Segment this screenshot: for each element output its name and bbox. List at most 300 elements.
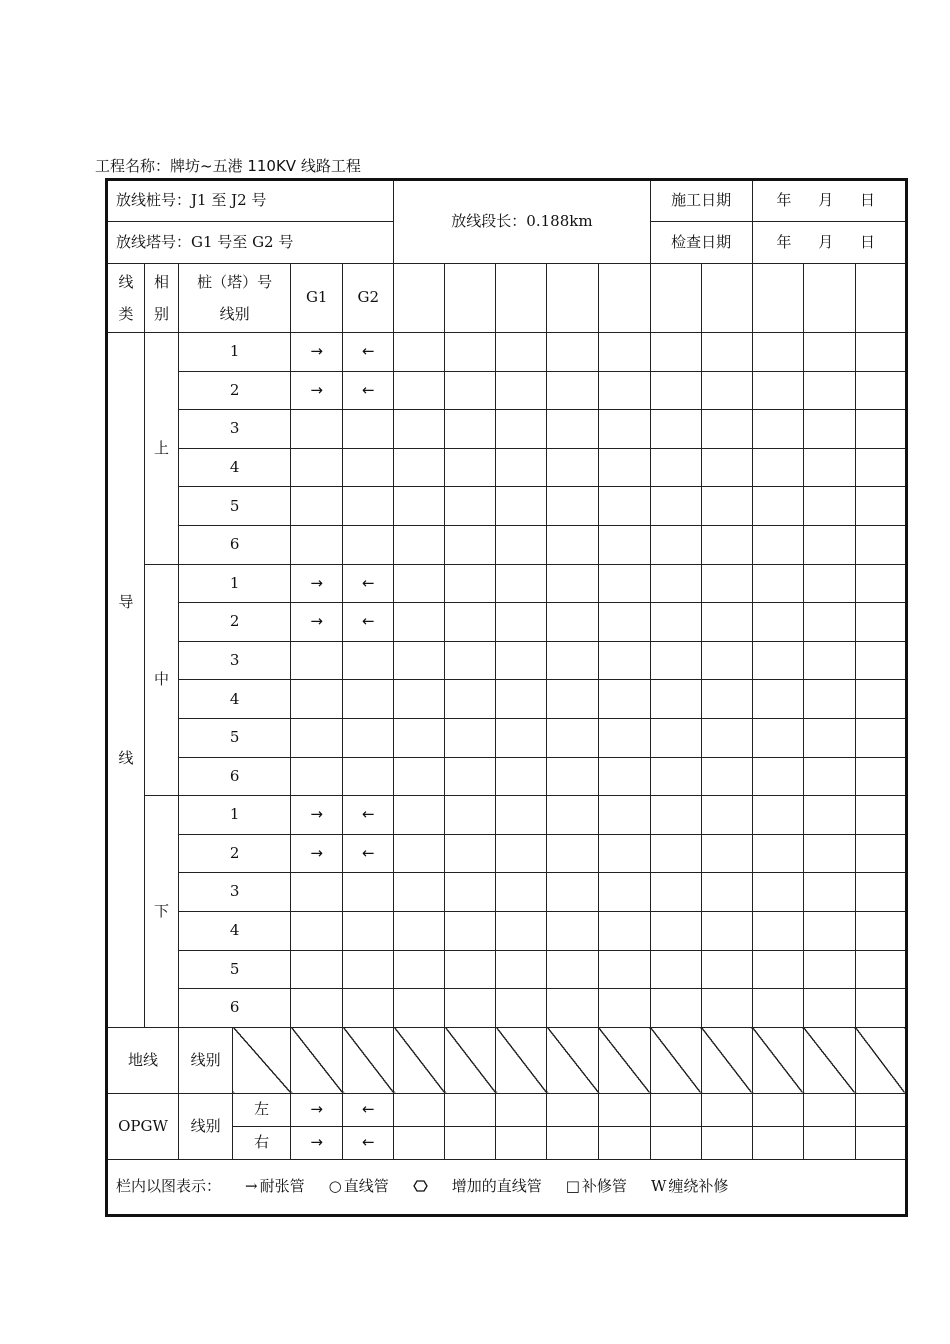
empty-cell[interactable] [803, 757, 855, 796]
empty-cell[interactable] [547, 757, 598, 796]
g1-cell[interactable]: → [291, 834, 343, 873]
empty-header-cell [855, 264, 906, 333]
empty-cell[interactable] [598, 641, 650, 680]
empty-cell[interactable] [803, 1093, 855, 1126]
empty-cell[interactable] [650, 680, 701, 719]
empty-cell[interactable] [547, 525, 598, 564]
wire-number: 6 [179, 525, 291, 564]
empty-cell[interactable] [394, 911, 445, 950]
empty-cell[interactable] [394, 989, 445, 1028]
empty-cell[interactable] [803, 448, 855, 487]
empty-header-cell [394, 264, 445, 333]
empty-cell[interactable] [394, 487, 445, 526]
empty-cell[interactable] [445, 718, 496, 757]
empty-cell[interactable] [752, 641, 803, 680]
empty-cell[interactable] [598, 757, 650, 796]
empty-cell[interactable] [803, 603, 855, 642]
empty-cell[interactable] [752, 911, 803, 950]
empty-cell[interactable] [394, 371, 445, 410]
phase-label: 中 [145, 564, 179, 796]
diagonal-cell [547, 1027, 598, 1093]
empty-cell[interactable] [650, 989, 701, 1028]
empty-cell[interactable] [650, 410, 701, 449]
empty-cell[interactable] [855, 757, 906, 796]
empty-cell[interactable] [496, 564, 547, 603]
empty-header-cell [496, 264, 547, 333]
phase-header: 相 别 [145, 264, 179, 333]
g1-cell[interactable]: → [291, 1126, 343, 1159]
empty-cell[interactable] [445, 911, 496, 950]
empty-cell[interactable] [445, 333, 496, 372]
empty-cell[interactable] [752, 834, 803, 873]
empty-cell[interactable] [803, 410, 855, 449]
construction-date-label: 施工日期 [650, 180, 752, 222]
empty-cell[interactable] [445, 371, 496, 410]
empty-cell[interactable] [803, 641, 855, 680]
empty-cell[interactable] [650, 950, 701, 989]
empty-cell[interactable] [598, 911, 650, 950]
empty-cell[interactable] [394, 410, 445, 449]
diagonal-cell [233, 1027, 291, 1093]
empty-cell[interactable] [803, 989, 855, 1028]
empty-cell[interactable] [445, 487, 496, 526]
empty-cell[interactable] [445, 680, 496, 719]
empty-cell[interactable] [445, 834, 496, 873]
g2-cell[interactable]: ← [343, 834, 394, 873]
empty-cell[interactable] [445, 873, 496, 912]
empty-cell[interactable] [803, 718, 855, 757]
empty-cell[interactable] [752, 680, 803, 719]
project-title: 工程名称：牌坊~五港 110KV 线路工程 [95, 157, 361, 175]
g2-cell[interactable] [343, 641, 394, 680]
empty-cell[interactable] [855, 718, 906, 757]
empty-cell[interactable] [701, 873, 752, 912]
empty-cell[interactable] [496, 873, 547, 912]
empty-header-cell [445, 264, 496, 333]
empty-cell[interactable] [855, 448, 906, 487]
empty-cell[interactable] [598, 834, 650, 873]
empty-cell[interactable] [598, 950, 650, 989]
empty-cell[interactable] [394, 564, 445, 603]
empty-cell[interactable] [803, 680, 855, 719]
empty-cell[interactable] [803, 487, 855, 526]
g1-cell[interactable] [291, 757, 343, 796]
diagonal-cell [701, 1027, 752, 1093]
empty-cell[interactable] [445, 989, 496, 1028]
empty-cell[interactable] [496, 410, 547, 449]
diagonal-cell [291, 1027, 343, 1093]
empty-cell[interactable] [598, 564, 650, 603]
empty-cell[interactable] [803, 873, 855, 912]
empty-cell[interactable] [496, 950, 547, 989]
empty-cell[interactable] [394, 448, 445, 487]
empty-cell[interactable] [547, 603, 598, 642]
empty-cell[interactable] [394, 680, 445, 719]
empty-cell[interactable] [752, 1126, 803, 1159]
g1-cell[interactable] [291, 989, 343, 1028]
tower-g1-header: G1 [291, 264, 343, 333]
empty-cell[interactable] [650, 448, 701, 487]
empty-cell[interactable] [752, 1093, 803, 1126]
empty-cell[interactable] [496, 834, 547, 873]
diagonal-cell [394, 1027, 445, 1093]
ground-wire-label: 地线 [107, 1027, 179, 1093]
empty-cell[interactable] [445, 1126, 496, 1159]
empty-cell[interactable] [496, 718, 547, 757]
wire-number: 6 [179, 989, 291, 1028]
empty-cell[interactable] [650, 911, 701, 950]
empty-cell[interactable] [855, 603, 906, 642]
g1-cell[interactable]: → [291, 371, 343, 410]
empty-cell[interactable] [752, 448, 803, 487]
empty-cell[interactable] [650, 834, 701, 873]
empty-cell[interactable] [752, 873, 803, 912]
legend-text: 补修管 [581, 1177, 627, 1196]
empty-cell[interactable] [752, 989, 803, 1028]
empty-header-cell [752, 264, 803, 333]
empty-cell[interactable] [547, 564, 598, 603]
g1-cell[interactable]: → [291, 1093, 343, 1126]
empty-cell[interactable] [496, 525, 547, 564]
empty-cell[interactable] [496, 911, 547, 950]
empty-cell[interactable] [445, 525, 496, 564]
empty-cell[interactable] [701, 1126, 752, 1159]
empty-cell[interactable] [445, 564, 496, 603]
empty-cell[interactable] [650, 641, 701, 680]
g2-cell[interactable] [343, 680, 394, 719]
line-type-header: 线 类 [107, 264, 145, 333]
empty-cell[interactable] [650, 333, 701, 372]
empty-cell[interactable] [650, 873, 701, 912]
empty-cell[interactable] [803, 834, 855, 873]
empty-cell[interactable] [598, 448, 650, 487]
empty-cell[interactable] [701, 911, 752, 950]
diagonal-cell [803, 1027, 855, 1093]
wire-number: 5 [179, 718, 291, 757]
empty-cell[interactable] [445, 1093, 496, 1126]
empty-cell[interactable] [598, 371, 650, 410]
empty-cell[interactable] [445, 796, 496, 835]
empty-cell[interactable] [598, 1093, 650, 1126]
empty-cell[interactable] [752, 757, 803, 796]
empty-cell[interactable] [445, 448, 496, 487]
g1-cell[interactable] [291, 448, 343, 487]
check-date-value[interactable]: 年 月 日 [752, 222, 906, 264]
empty-cell[interactable] [445, 641, 496, 680]
empty-cell[interactable] [701, 834, 752, 873]
legend-item [245, 1178, 305, 1195]
empty-cell[interactable] [547, 641, 598, 680]
empty-header-cell [701, 264, 752, 333]
empty-cell[interactable] [496, 989, 547, 1028]
empty-cell[interactable] [752, 410, 803, 449]
empty-cell[interactable] [598, 525, 650, 564]
g2-cell[interactable] [343, 448, 394, 487]
empty-cell[interactable] [445, 950, 496, 989]
empty-cell[interactable] [598, 680, 650, 719]
empty-cell[interactable] [394, 333, 445, 372]
g2-cell[interactable] [343, 525, 394, 564]
g1-cell[interactable] [291, 410, 343, 449]
legend-item [329, 1178, 389, 1195]
g2-cell[interactable] [343, 911, 394, 950]
wire-number: 3 [179, 641, 291, 680]
empty-cell[interactable] [855, 873, 906, 912]
diagonal-cell [650, 1027, 701, 1093]
empty-cell[interactable] [855, 564, 906, 603]
g2-cell[interactable] [343, 757, 394, 796]
empty-cell[interactable] [701, 603, 752, 642]
legend-text: 增加的直线管 [451, 1177, 542, 1196]
empty-cell[interactable] [394, 757, 445, 796]
empty-cell[interactable] [547, 410, 598, 449]
empty-cell[interactable] [547, 333, 598, 372]
empty-cell[interactable] [855, 1126, 906, 1159]
tower-number: 放线塔号：G1 号至 G2 号 [107, 222, 394, 264]
wire-number: 1 [179, 333, 291, 372]
empty-cell[interactable] [855, 680, 906, 719]
empty-cell[interactable] [701, 641, 752, 680]
empty-cell[interactable] [803, 333, 855, 372]
g2-cell[interactable] [343, 989, 394, 1028]
empty-cell[interactable] [752, 487, 803, 526]
empty-cell[interactable] [598, 796, 650, 835]
g2-cell[interactable] [343, 950, 394, 989]
empty-cell[interactable] [803, 525, 855, 564]
wire-number: 2 [179, 834, 291, 873]
empty-cell[interactable] [650, 718, 701, 757]
empty-cell[interactable] [701, 1093, 752, 1126]
empty-cell[interactable] [547, 718, 598, 757]
empty-cell[interactable] [445, 757, 496, 796]
wire-number: 4 [179, 448, 291, 487]
diagonal-cell [445, 1027, 496, 1093]
empty-cell[interactable] [701, 410, 752, 449]
empty-cell[interactable] [547, 911, 598, 950]
legend-item [413, 1178, 542, 1195]
empty-cell[interactable] [394, 603, 445, 642]
g1-cell[interactable] [291, 950, 343, 989]
g1-cell[interactable] [291, 718, 343, 757]
empty-cell[interactable] [496, 1093, 547, 1126]
empty-cell[interactable] [496, 448, 547, 487]
g2-cell[interactable]: ← [343, 333, 394, 372]
phase-label: 下 [145, 796, 179, 1028]
empty-cell[interactable] [701, 757, 752, 796]
diagonal-cell [855, 1027, 906, 1093]
g1-cell[interactable]: → [291, 796, 343, 835]
empty-cell[interactable] [701, 950, 752, 989]
empty-cell[interactable] [547, 989, 598, 1028]
empty-cell[interactable] [855, 525, 906, 564]
empty-cell[interactable] [701, 564, 752, 603]
g2-cell[interactable]: ← [343, 603, 394, 642]
empty-cell[interactable] [650, 1126, 701, 1159]
section-length: 放线段长：0.188km [394, 180, 650, 264]
empty-cell[interactable] [394, 950, 445, 989]
diagonal-cell [598, 1027, 650, 1093]
empty-cell[interactable] [752, 603, 803, 642]
empty-cell[interactable] [394, 796, 445, 835]
g2-cell[interactable] [343, 718, 394, 757]
g2-cell[interactable]: ← [343, 1093, 394, 1126]
check-date-label: 检查日期 [650, 222, 752, 264]
empty-cell[interactable] [496, 757, 547, 796]
wire-number: 6 [179, 757, 291, 796]
g2-cell[interactable] [343, 487, 394, 526]
empty-cell[interactable] [701, 680, 752, 719]
g2-cell[interactable]: ← [343, 796, 394, 835]
empty-cell[interactable] [650, 487, 701, 526]
empty-cell[interactable] [496, 371, 547, 410]
empty-cell[interactable] [855, 487, 906, 526]
empty-cell[interactable] [855, 989, 906, 1028]
empty-cell[interactable] [445, 603, 496, 642]
conductor-label: 导 线 [107, 333, 145, 1028]
empty-cell[interactable] [701, 525, 752, 564]
phase-label: 上 [145, 333, 179, 565]
empty-cell[interactable] [598, 1126, 650, 1159]
empty-cell[interactable] [855, 911, 906, 950]
empty-cell[interactable] [394, 1126, 445, 1159]
empty-cell[interactable] [547, 834, 598, 873]
g2-cell[interactable] [343, 410, 394, 449]
empty-cell[interactable] [598, 718, 650, 757]
g1-cell[interactable] [291, 487, 343, 526]
empty-cell[interactable] [547, 950, 598, 989]
empty-cell[interactable] [650, 564, 701, 603]
empty-cell[interactable] [855, 796, 906, 835]
g1-cell[interactable] [291, 641, 343, 680]
wire-number: 2 [179, 371, 291, 410]
g2-cell[interactable]: ← [343, 564, 394, 603]
wire-number: 1 [179, 796, 291, 835]
wire-number: 3 [179, 873, 291, 912]
empty-cell[interactable] [803, 796, 855, 835]
empty-cell[interactable] [496, 796, 547, 835]
empty-cell[interactable] [496, 333, 547, 372]
empty-cell[interactable] [855, 371, 906, 410]
empty-cell[interactable] [547, 448, 598, 487]
empty-cell[interactable] [547, 796, 598, 835]
legend-symbol: → [245, 1177, 258, 1196]
g1-cell[interactable] [291, 525, 343, 564]
empty-cell[interactable] [598, 989, 650, 1028]
empty-cell[interactable] [855, 834, 906, 873]
empty-cell[interactable] [803, 564, 855, 603]
legend [107, 1159, 907, 1215]
empty-header-cell [547, 264, 598, 333]
empty-cell[interactable] [496, 680, 547, 719]
empty-cell[interactable] [803, 371, 855, 410]
empty-cell[interactable] [598, 873, 650, 912]
empty-cell[interactable] [752, 333, 803, 372]
opgw-label: OPGW [107, 1093, 179, 1159]
empty-header-cell [598, 264, 650, 333]
empty-cell[interactable] [496, 641, 547, 680]
empty-cell[interactable] [803, 911, 855, 950]
g1-cell[interactable]: → [291, 564, 343, 603]
empty-cell[interactable] [701, 989, 752, 1028]
empty-cell[interactable] [752, 371, 803, 410]
diagonal-cell [343, 1027, 394, 1093]
empty-cell[interactable] [598, 410, 650, 449]
construction-date-value[interactable]: 年 月 日 [752, 180, 906, 222]
empty-cell[interactable] [445, 410, 496, 449]
empty-cell[interactable] [547, 487, 598, 526]
empty-cell[interactable] [394, 873, 445, 912]
empty-cell[interactable] [394, 834, 445, 873]
tower-line-header: 桩（塔）号 线别 [179, 264, 291, 333]
tower-g2-header: G2 [343, 264, 394, 333]
g2-cell[interactable]: ← [343, 371, 394, 410]
empty-header-cell [803, 264, 855, 333]
empty-cell[interactable] [752, 950, 803, 989]
empty-cell[interactable] [701, 448, 752, 487]
empty-cell[interactable] [752, 718, 803, 757]
empty-cell[interactable] [598, 333, 650, 372]
empty-cell[interactable] [701, 718, 752, 757]
empty-cell[interactable] [547, 371, 598, 410]
legend-symbol: W [650, 1177, 667, 1196]
empty-cell[interactable] [547, 680, 598, 719]
g1-cell[interactable] [291, 911, 343, 950]
g1-cell[interactable] [291, 873, 343, 912]
empty-cell[interactable] [701, 487, 752, 526]
legend-text: 耐张管 [259, 1177, 305, 1196]
g2-cell[interactable]: ← [343, 1126, 394, 1159]
g1-cell[interactable] [291, 680, 343, 719]
empty-cell[interactable] [701, 371, 752, 410]
empty-cell[interactable] [394, 641, 445, 680]
empty-cell[interactable] [752, 564, 803, 603]
empty-cell[interactable] [803, 950, 855, 989]
empty-cell[interactable] [855, 641, 906, 680]
empty-cell[interactable] [650, 603, 701, 642]
empty-cell[interactable] [598, 603, 650, 642]
empty-cell[interactable] [650, 757, 701, 796]
empty-cell[interactable] [855, 1093, 906, 1126]
opgw-side: 右 [233, 1126, 291, 1159]
empty-cell[interactable] [752, 525, 803, 564]
empty-cell[interactable] [855, 410, 906, 449]
empty-cell[interactable] [855, 333, 906, 372]
empty-cell[interactable] [803, 1126, 855, 1159]
empty-cell[interactable] [598, 487, 650, 526]
g2-cell[interactable] [343, 873, 394, 912]
g1-cell[interactable]: → [291, 603, 343, 642]
empty-cell[interactable] [547, 873, 598, 912]
empty-cell[interactable] [496, 487, 547, 526]
empty-cell[interactable] [650, 796, 701, 835]
empty-cell[interactable] [394, 718, 445, 757]
empty-cell[interactable] [547, 1093, 598, 1126]
empty-cell[interactable] [752, 796, 803, 835]
empty-cell[interactable] [701, 796, 752, 835]
empty-cell[interactable] [701, 333, 752, 372]
empty-cell[interactable] [496, 1126, 547, 1159]
empty-cell[interactable] [547, 1126, 598, 1159]
empty-cell[interactable] [650, 525, 701, 564]
empty-cell[interactable] [650, 1093, 701, 1126]
empty-cell[interactable] [650, 371, 701, 410]
empty-cell[interactable] [855, 950, 906, 989]
diagonal-cell [752, 1027, 803, 1093]
g1-cell[interactable]: → [291, 333, 343, 372]
empty-cell[interactable] [394, 1093, 445, 1126]
empty-cell[interactable] [394, 525, 445, 564]
empty-cell[interactable] [496, 603, 547, 642]
